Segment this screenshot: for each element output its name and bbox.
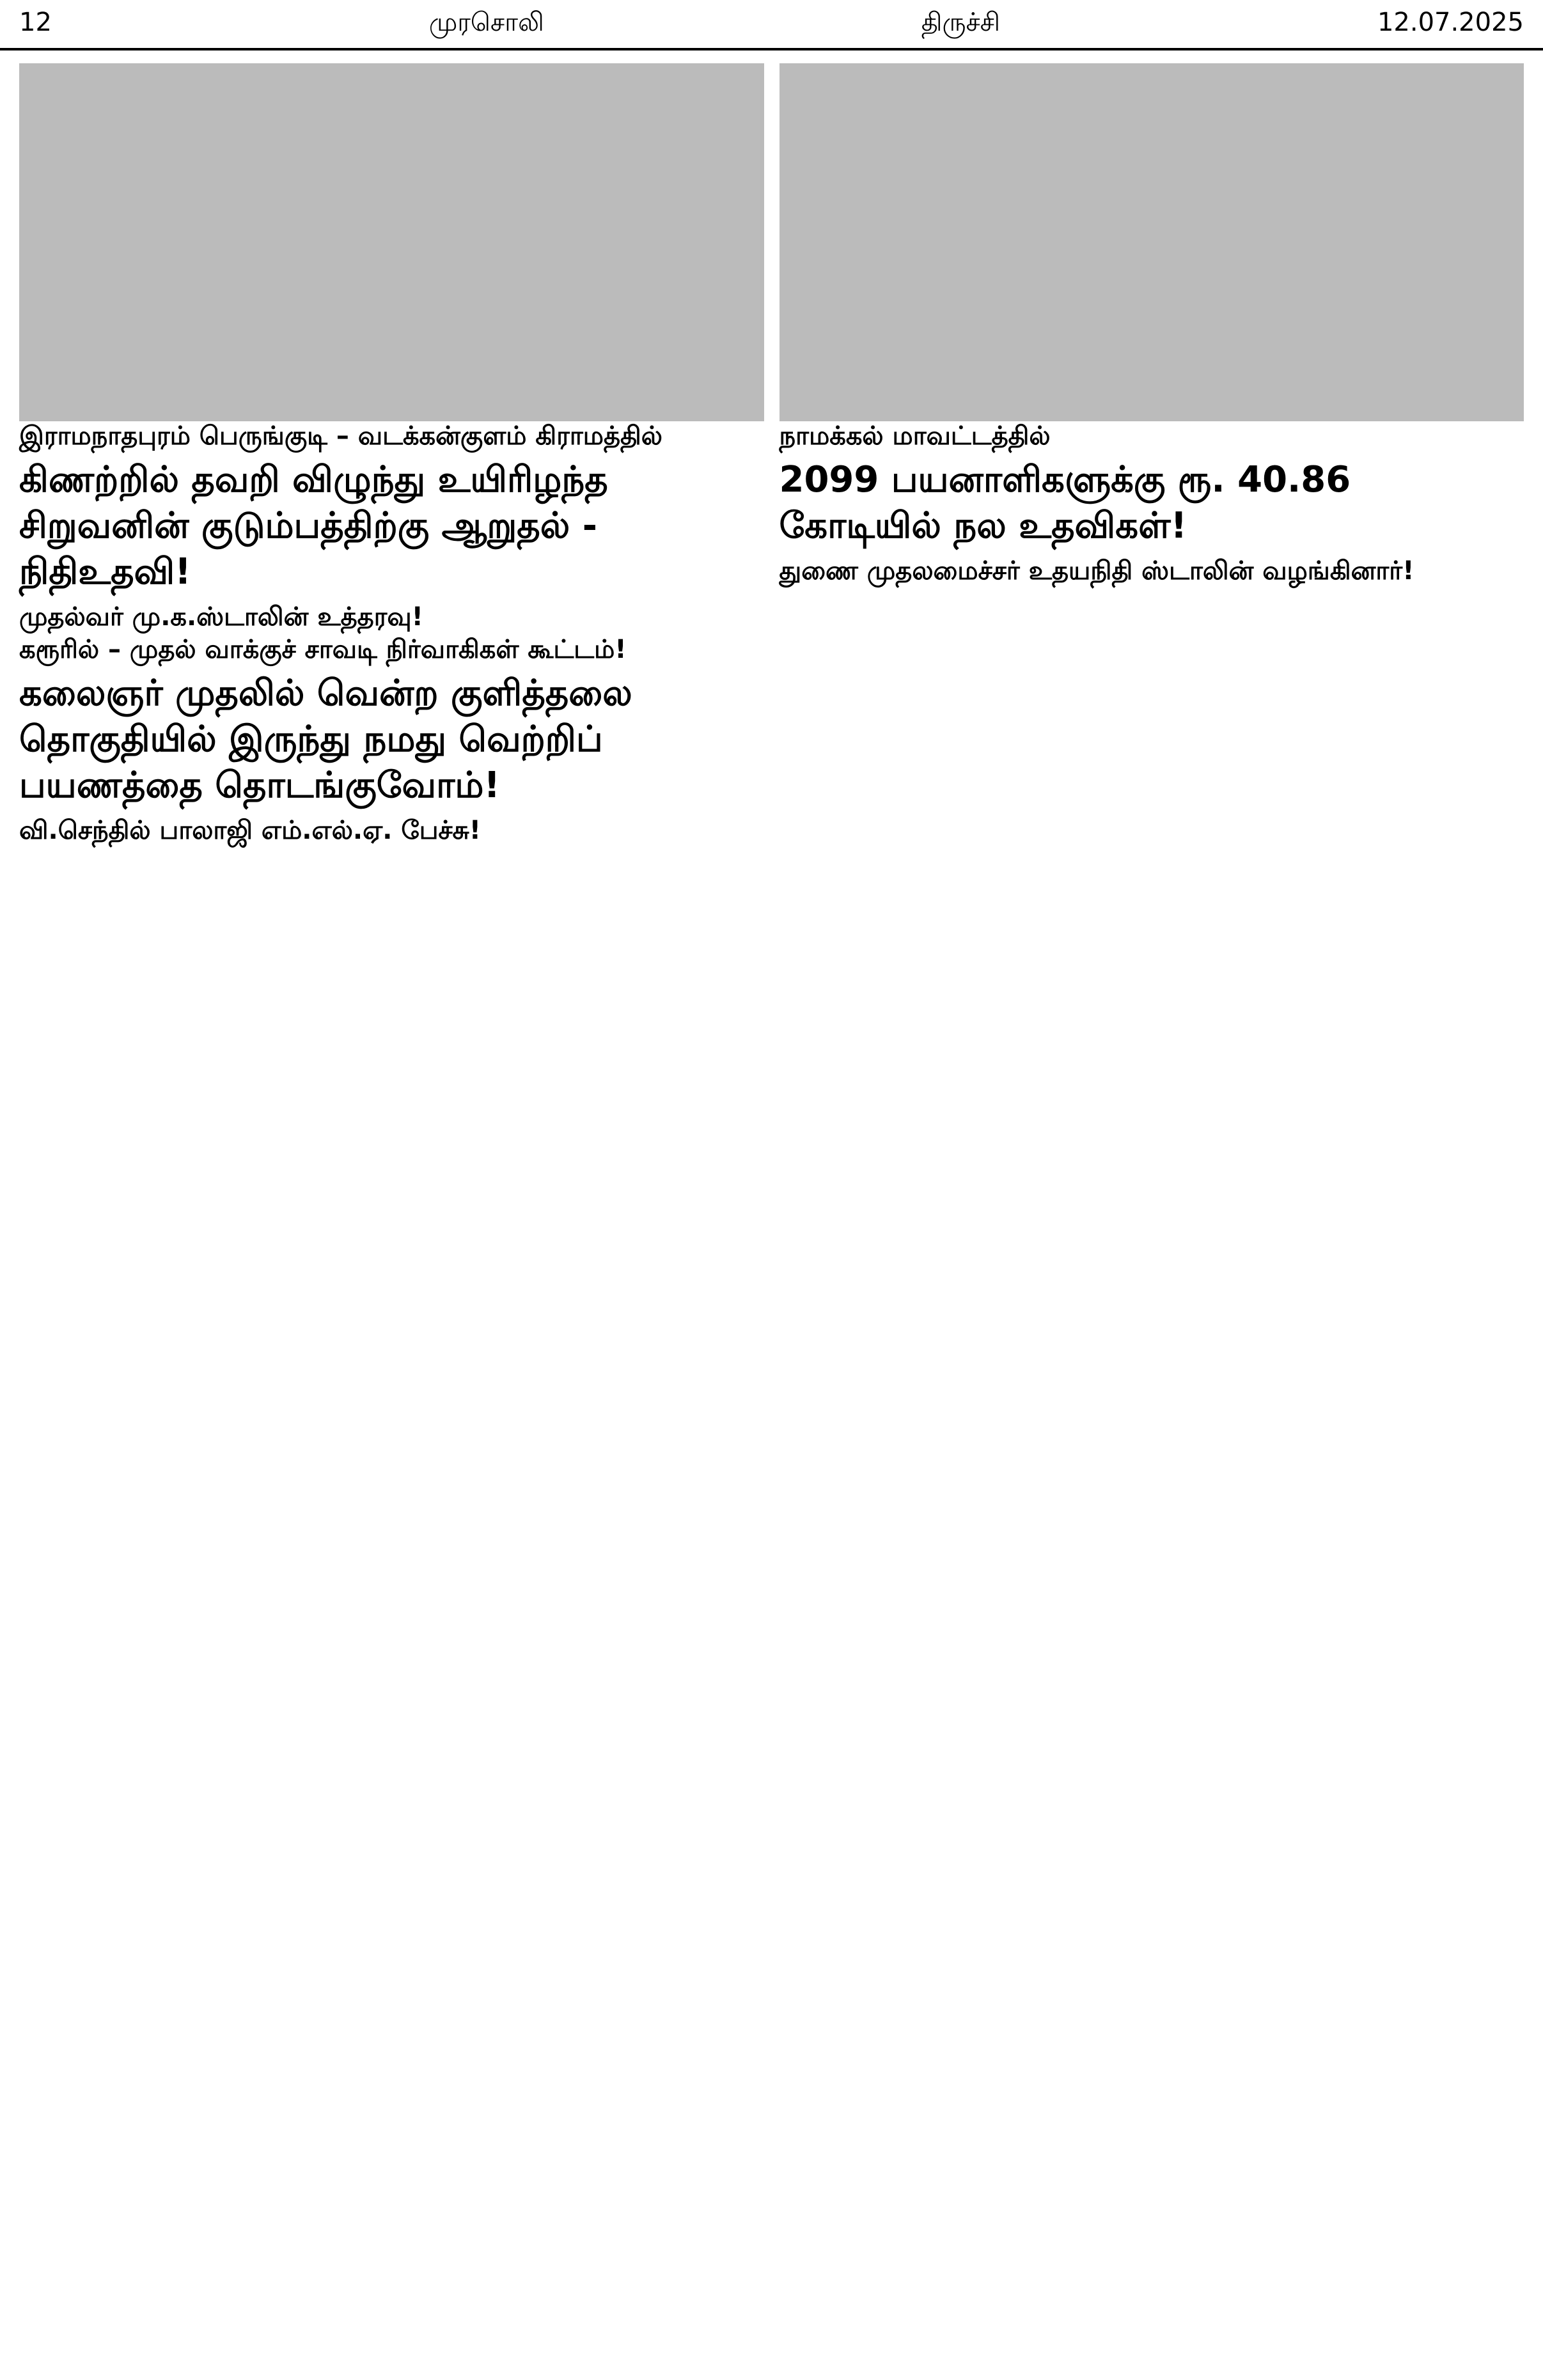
story-subhead: துணை முதலமைச்சர் உதயநிதி ஸ்டாலின் வழங்கினார்! (779, 556, 1414, 586)
issue-date: 12.07.2025 (1377, 8, 1524, 37)
story-headline: 2099 பயனாளிகளுக்கு ரூ. 40.86 கோடியில் நல உதவிகள்! (779, 459, 1351, 547)
story-byline: வி.செந்தில் பாலாஜி எம்.எல்.ஏ. பேச்சு! (19, 816, 482, 845)
page-number: 12 (19, 8, 52, 37)
masthead (0, 0, 1543, 51)
paper-name: முரசொலி (428, 8, 544, 37)
right-column (779, 63, 1524, 848)
story-subhead: முதல்வர் மு.க.ஸ்டாலின் உத்தரவு! (19, 602, 423, 632)
story-kicker: நாமக்கல் மாவட்டத்தில் (779, 421, 1051, 451)
story-headline: கிணற்றில் தவறி விழுந்து உயிரிழந்த சிறுவனின் குடும்பத்திற்கு ஆறுதல் - நிதிஉதவி! (19, 459, 608, 593)
story-photo (19, 63, 764, 421)
story-kicker: கரூரில் – முதல் வாக்குச் சாவடி நிர்வாகிகள் கூட்டம்! (19, 635, 627, 664)
story-headline: கலைஞர் முதலில் வென்ற குளித்தலை தொகுதியில் இருந்து நமது வெற்றிப் பயணத்தை தொடங்குவோம்! (19, 673, 632, 806)
story-kicker: இராமநாதபுரம் பெருங்குடி – வடக்கன்குளம் கிராமத்தில் (19, 421, 662, 451)
edition-city: திருச்சி (921, 8, 1001, 37)
left-column (19, 63, 764, 848)
story-photo (779, 63, 1524, 421)
